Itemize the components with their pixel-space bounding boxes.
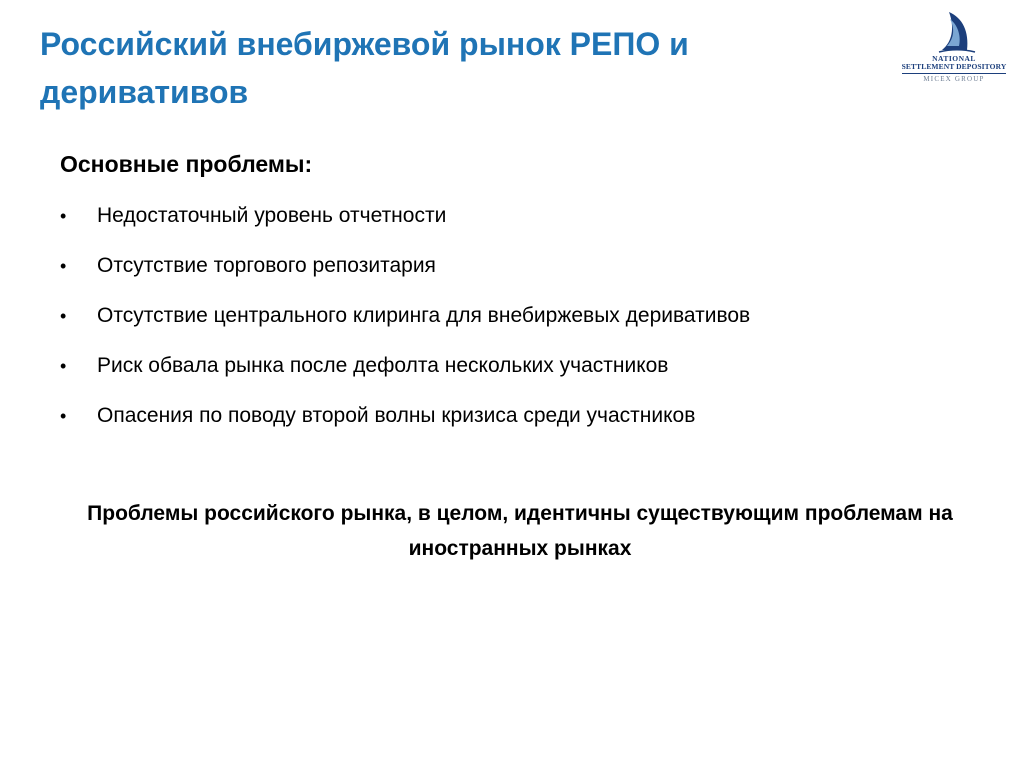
list-item <box>60 199 980 249</box>
list-item-text: Отсутствие торгового репозитария <box>97 254 436 277</box>
list-item-text: Отсутствие центрального клиринга для внебиржевых деривативов <box>97 304 751 327</box>
list-item <box>60 349 980 399</box>
logo-text-settlement-depository: SETTLEMENT DEPOSITORY <box>901 62 1007 71</box>
list-item <box>60 299 980 349</box>
logo-text-national: NATIONAL <box>932 54 976 63</box>
logo-text-micex-group: MICEX GROUP <box>923 75 985 83</box>
nsd-logo <box>896 10 1012 86</box>
bullet-icon: • <box>60 256 67 276</box>
conclusion-text: Проблемы российского рынка, в целом, идентичны существующим проблемам на иностранных рынках <box>87 502 953 560</box>
list-item-text: Недостаточный уровень отчетности <box>97 204 447 227</box>
slide-title: Российский внебиржевой рынок РЕПО и деривативов <box>40 26 689 110</box>
bullet-icon: • <box>60 306 67 326</box>
list-item-text: Риск обвала рынка после дефолта нескольких участников <box>97 354 669 377</box>
problems-list <box>60 199 980 449</box>
list-item <box>60 399 980 449</box>
section-subheading: Основные проблемы: <box>60 151 313 177</box>
bullet-icon: • <box>60 356 67 376</box>
bullet-icon: • <box>60 206 67 226</box>
bullet-icon: • <box>60 406 67 426</box>
nsd-sail-logo-icon <box>933 10 977 56</box>
list-item-text: Опасения по поводу второй волны кризиса среди участников <box>97 404 696 427</box>
list-item <box>60 249 980 299</box>
